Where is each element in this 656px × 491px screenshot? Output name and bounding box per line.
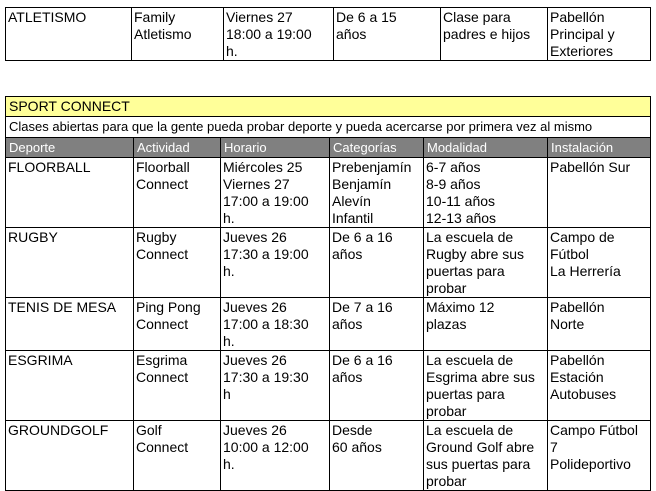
column-header: Instalación (548, 138, 651, 158)
column-header: Actividad (134, 138, 221, 158)
section-title: SPORT CONNECT (6, 97, 651, 117)
column-header: Horario (221, 138, 330, 158)
activity-cell: Ping Pong Connect (134, 298, 221, 351)
modality-cell: Clase para padres e hijos (441, 8, 548, 61)
category-cell: De 7 a 16 años (330, 298, 424, 351)
table-row (6, 158, 651, 228)
venue-cell: Campo Fútbol 7 Polideportivo (548, 421, 651, 491)
schedule-cell: Viernes 27 18:00 a 19:00 h. (224, 8, 334, 61)
column-header: Categorías (330, 138, 424, 158)
modality-cell: La escuela de Rugby abre sus puertas para probar (424, 228, 548, 298)
table-row (6, 228, 651, 298)
sport-cell: ATLETISMO (6, 8, 132, 61)
activity-cell: Rugby Connect (134, 228, 221, 298)
section-title-row (6, 97, 651, 117)
activity-cell: Golf Connect (134, 421, 221, 491)
category-cell: De 6 a 16 años (330, 228, 424, 298)
sport-cell: ESGRIMA (6, 351, 134, 421)
table-row (6, 298, 651, 351)
sport-cell: FLOORBALL (6, 158, 134, 228)
atletismo-table (5, 7, 651, 61)
schedule-cell: Jueves 26 17:30 a 19:00 h. (221, 228, 330, 298)
activity-cell: Esgrima Connect (134, 351, 221, 421)
table-header-row (6, 138, 651, 158)
modality-cell: La escuela de Esgrima abre sus puertas para probar (424, 351, 548, 421)
sport-cell: GROUNDGOLF (6, 421, 134, 491)
venue-cell: Campo de Fútbol La Herrería (548, 228, 651, 298)
sport-connect-table (5, 96, 651, 491)
venue-cell: Pabellón Principal y Exteriores (548, 8, 651, 61)
modality-cell: La escuela de Ground Golf abre sus puertas para probar (424, 421, 548, 491)
category-cell: De 6 a 16 años (330, 351, 424, 421)
category-cell: Desde 60 años (330, 421, 424, 491)
activity-cell: Family Atletismo (132, 8, 224, 61)
table-row (6, 351, 651, 421)
schedule-cell: Jueves 26 17:00 a 18:30 h. (221, 298, 330, 351)
activity-cell: Floorball Connect (134, 158, 221, 228)
column-header: Deporte (6, 138, 134, 158)
modality-cell: 6-7 años 8-9 años 10-11 años 12-13 años (424, 158, 548, 228)
venue-cell: Pabellón Estación Autobuses (548, 351, 651, 421)
schedule-cell: Jueves 26 10:00 a 12:00 h. (221, 421, 330, 491)
venue-cell: Pabellón Norte (548, 298, 651, 351)
section-subtitle: Clases abiertas para que la gente pueda probar deporte y pueda acercarse por primera vez al mismo (6, 117, 651, 138)
sport-cell: RUGBY (6, 228, 134, 298)
category-cell: De 6 a 15 años (334, 8, 441, 61)
sport-cell: TENIS DE MESA (6, 298, 134, 351)
schedule-cell: Miércoles 25 Viernes 27 17:00 a 19:00 h. (221, 158, 330, 228)
venue-cell: Pabellón Sur (548, 158, 651, 228)
table-row (6, 8, 651, 61)
category-cell: Prebenjamín Benjamín Alevín Infantil (330, 158, 424, 228)
section-subtitle-row (6, 117, 651, 138)
schedule-cell: Jueves 26 17:30 a 19:30 h (221, 351, 330, 421)
column-header: Modalidad (424, 138, 548, 158)
table-row (6, 421, 651, 491)
modality-cell: Máximo 12 plazas (424, 298, 548, 351)
